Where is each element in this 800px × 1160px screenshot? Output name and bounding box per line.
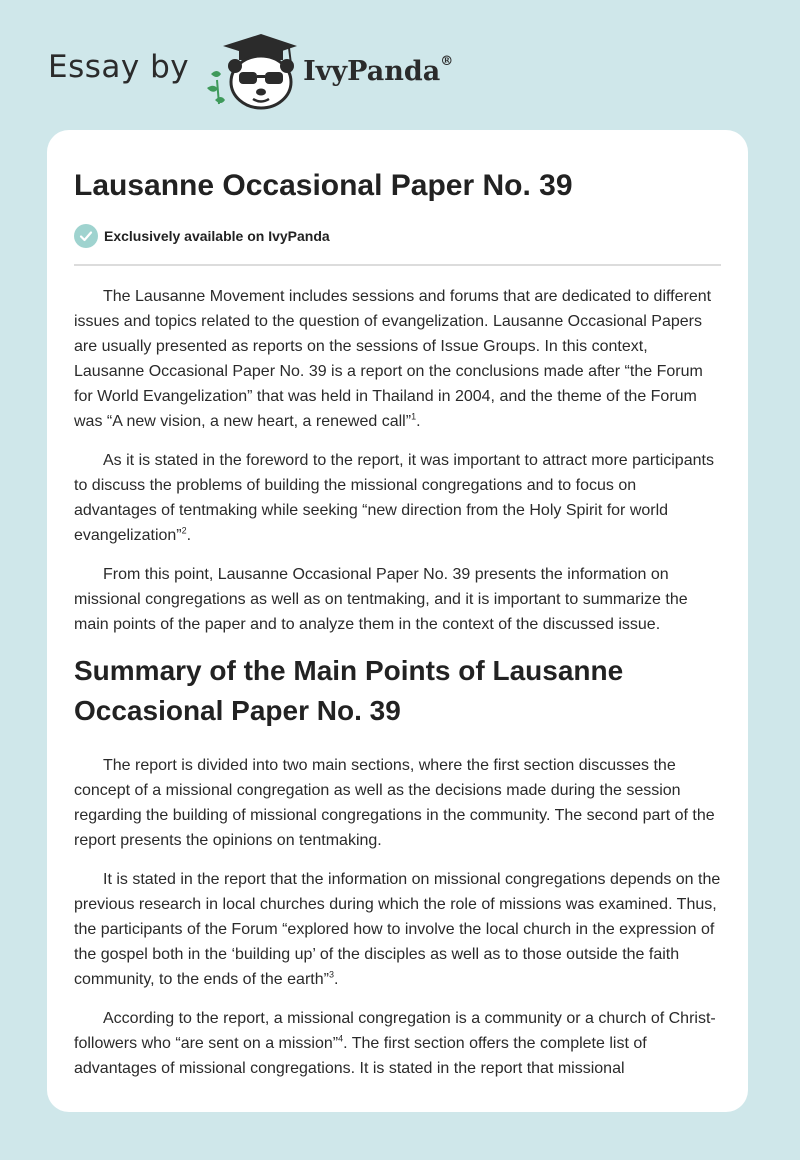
footnote-1[interactable]: 1 <box>411 411 417 422</box>
essay-card <box>47 130 748 1112</box>
paragraph-6: According to the report, a missional congregation is a community or a church of Christ-followers who “are sent on a mission”$^4$. The first section offers the complete list of advantages of missional congregations. It is stated in the report that missional <box>74 1010 716 1077</box>
section-heading: Summary of the Main Points of Lausanne Occasional Paper No. 39 <box>74 655 624 726</box>
ivypanda-brand[interactable] <box>303 53 454 87</box>
ivypanda-logo-icon[interactable] <box>203 30 299 110</box>
brand-name: IvyPanda <box>303 55 441 87</box>
registered-mark: ® <box>440 53 454 69</box>
paragraph-4: The report is divided into two main sections, where the first section discusses the concept of a missional congregation as well as the decisions made during the session regarding the building of missional congregations in the community. The second part of the report presents the opinions on tentmaking. <box>74 757 715 849</box>
divider <box>74 264 721 266</box>
exclusive-badge <box>74 224 721 248</box>
paragraph-3: From this point, Lausanne Occasional Paper No. 39 presents the information on missional congregations as well as on tentmaking, and it is important to summarize the main points of the paper and to analyze them in the context of the discussed issue. <box>74 566 688 633</box>
exclusive-badge-text: Exclusively available on IvyPanda <box>104 228 330 244</box>
paragraph-2: As it is stated in the foreword to the report, it was important to attract more participants to discuss the problems of building the missional congregations and to focus on advantages of tentmaking while seeking “new direction from the Holy Spirit for world evangelization”$^2$. <box>74 452 714 544</box>
paragraph-1: The Lausanne Movement includes sessions and forums that are dedicated to different issues and topics related to the question of evangelization. Lausanne Occasional Papers are usually presented as reports on the sessions of Issue Groups. In this context, Lausanne Occasional Paper No. 39 is a report on the conclusions made after “the Forum for World Evangelization” that was held in Thailand in 2004, and the theme of the Forum was “A new vision, a new heart, a renewed call”$^1$. <box>74 288 712 430</box>
page-title: Lausanne Occasional Paper No. 39 <box>74 169 573 202</box>
check-icon <box>74 224 98 248</box>
footnote-3[interactable]: 3 <box>328 969 334 980</box>
site-header <box>48 30 548 110</box>
footnote-4[interactable]: 4 <box>338 1033 344 1044</box>
paragraph-5: It is stated in the report that the information on missional congregations depends on the previous research in local churches during which the role of missions was examined. Thus, the participants of the Forum “explored how to involve the local church in the expression of the gospel both in the ‘building up’ of the disciples as well as to those outside the faith community, to the ends of the earth”$^3$. <box>74 871 721 988</box>
essay-by-label: Essay by <box>48 49 190 85</box>
footnote-2[interactable]: 2 <box>181 525 187 536</box>
